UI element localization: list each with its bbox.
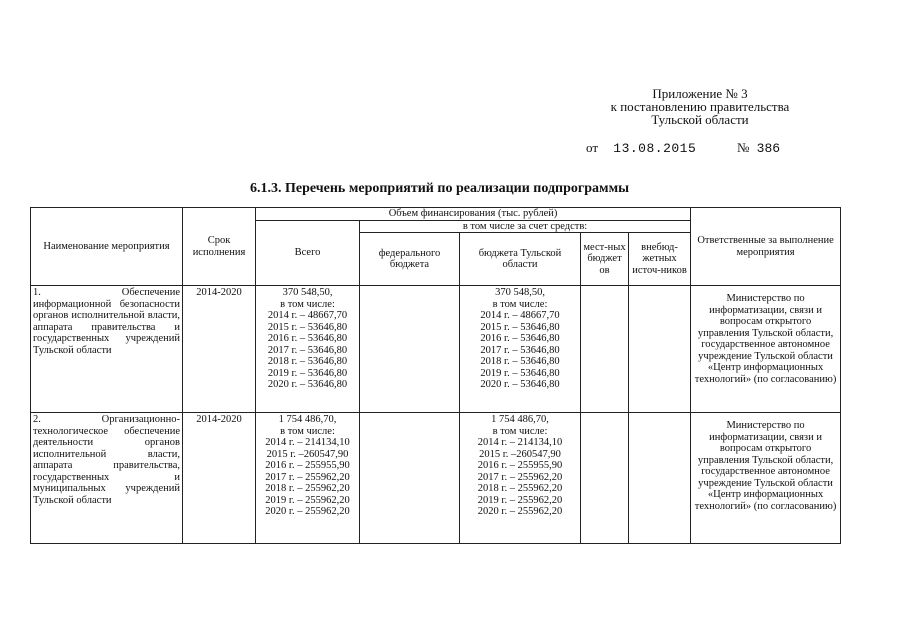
date-value: 13.08.2015 (613, 141, 697, 156)
header-federal: федерального бюджета (360, 233, 460, 286)
measure-regional-line: 2015 г. – 53646,80 (480, 321, 560, 333)
measure-regional-line: 2016 г. – 53646,80 (480, 333, 560, 344)
appendix-header (590, 87, 810, 126)
appendix-line-2: к постановлению правительства (610, 99, 790, 114)
measure-total-line: 370 548,50, (282, 287, 333, 298)
measure-total-line: в том числе: (280, 425, 335, 437)
header-extra: внебюд-жетных источ-ников (629, 233, 691, 286)
measure-local (581, 286, 629, 413)
number-value: 386 (756, 141, 781, 156)
measure-regional-line: 2019 г. – 53646,80 (480, 367, 560, 379)
measure-name: 2. Организационно-технологическое обеспечение деятельности органов исполнительной власти, аппарата правительства, государственных и муниципальных учреждений Тульской области (31, 413, 183, 544)
measure-total-line: 2019 г. – 53646,80 (267, 367, 348, 379)
date-prefix: от (586, 140, 599, 155)
measure-total-line: в том числе: (280, 298, 335, 310)
measure-regional-line: 2016 г. – 255955,90 (477, 460, 563, 471)
table-row (31, 286, 841, 413)
measure-regional-line: 2015 г. –260547,90 (479, 448, 561, 460)
measure-regional-line: 2017 г. – 53646,80 (480, 344, 560, 356)
measure-regional-line: 2019 г. – 255962,20 (477, 494, 563, 506)
measure-local (581, 413, 629, 544)
header-name: Наименование мероприятия (31, 208, 183, 286)
decree-number (737, 140, 780, 156)
measure-total-line: 2017 г. – 255962,20 (265, 471, 350, 483)
measure-total-line: 2015 г. –260547,90 (266, 448, 349, 460)
measure-regional-line: 370 548,50, (495, 287, 545, 298)
measure-total-line: 2015 г. – 53646,80 (267, 321, 348, 333)
measure-total (256, 286, 360, 413)
appendix-line-3: Тульской области (651, 112, 749, 127)
header-term: Срок исполнения (183, 208, 256, 286)
measure-term: 2014-2020 (183, 286, 256, 413)
header-funding: Объем финансирования (тыс. рублей) (256, 208, 691, 221)
measure-term: 2014-2020 (183, 413, 256, 544)
table-row (31, 413, 841, 544)
header-local: мест-ных бюджет ов (581, 233, 629, 286)
measure-total-line: 2016 г. – 255955,90 (265, 460, 350, 471)
measure-regional-line: в том числе: (492, 298, 548, 310)
measure-extra (629, 286, 691, 413)
document-title: 6.1.3. Перечень мероприятий по реализации подпрограммы (250, 181, 630, 196)
measure-total-line: 2018 г. – 255962,20 (265, 483, 350, 494)
measure-regional-line: 2014 г. – 48667,70 (480, 310, 560, 321)
measure-extra (629, 413, 691, 544)
measure-total-line: 2020 г. – 53646,80 (267, 379, 348, 390)
measure-regional-line: в том числе: (492, 425, 548, 437)
decree-date (586, 140, 696, 156)
header-including: в том числе за счет средств: (360, 220, 691, 233)
measure-regional-line: 2018 г. – 255962,20 (477, 483, 563, 494)
number-prefix: № (737, 140, 750, 155)
measure-responsible: Министерство по информатизации, связи и вопросам открытого управления Тульской области, государственное автономное учреждение Тульской области «Центр информационных технологий» (по согласованию) (691, 413, 841, 544)
measure-total (256, 413, 360, 544)
measure-regional (460, 286, 581, 413)
measure-regional-line: 1 754 486,70, (491, 414, 549, 425)
header-responsible: Ответственные за выполнение мероприятия (691, 208, 841, 286)
measure-responsible: Министерство по информатизации, связи и вопросам открытого управления Тульской области, государственное автономное учреждение Тульской области «Центр информационных технологий» (по согласованию) (691, 286, 841, 413)
measure-federal (360, 413, 460, 544)
measure-regional-line: 2017 г. – 255962,20 (477, 471, 563, 483)
measure-total-line: 2016 г. – 53646,80 (267, 333, 348, 344)
measure-total-line: 2018 г. – 53646,80 (267, 356, 348, 367)
measure-total-line: 2017 г. – 53646,80 (267, 344, 348, 356)
measure-total-line: 2014 г. – 214134,10 (265, 437, 350, 448)
measures-table (30, 207, 841, 544)
measure-regional-line: 2020 г. – 255962,20 (477, 506, 563, 517)
measure-total-line: 1 754 486,70, (278, 414, 337, 425)
measure-total-line: 2019 г. – 255962,20 (265, 494, 350, 506)
measure-total-line: 2020 г. – 255962,20 (265, 506, 350, 517)
measure-name: 1. Обеспечение информационной безопасности органов исполнительной власти, аппарата правительства и государственных учреждений Тульской области (31, 286, 183, 413)
measure-federal (360, 286, 460, 413)
measure-regional (460, 413, 581, 544)
measure-total-line: 2014 г. – 48667,70 (267, 310, 348, 321)
appendix-line-1: Приложение № 3 (652, 86, 748, 101)
measure-regional-line: 2018 г. – 53646,80 (480, 356, 560, 367)
measure-regional-line: 2020 г. – 53646,80 (480, 379, 560, 390)
measure-regional-line: 2014 г. – 214134,10 (477, 437, 563, 448)
header-regional: бюджета Тульской области (460, 233, 581, 286)
header-total: Всего (256, 220, 360, 286)
